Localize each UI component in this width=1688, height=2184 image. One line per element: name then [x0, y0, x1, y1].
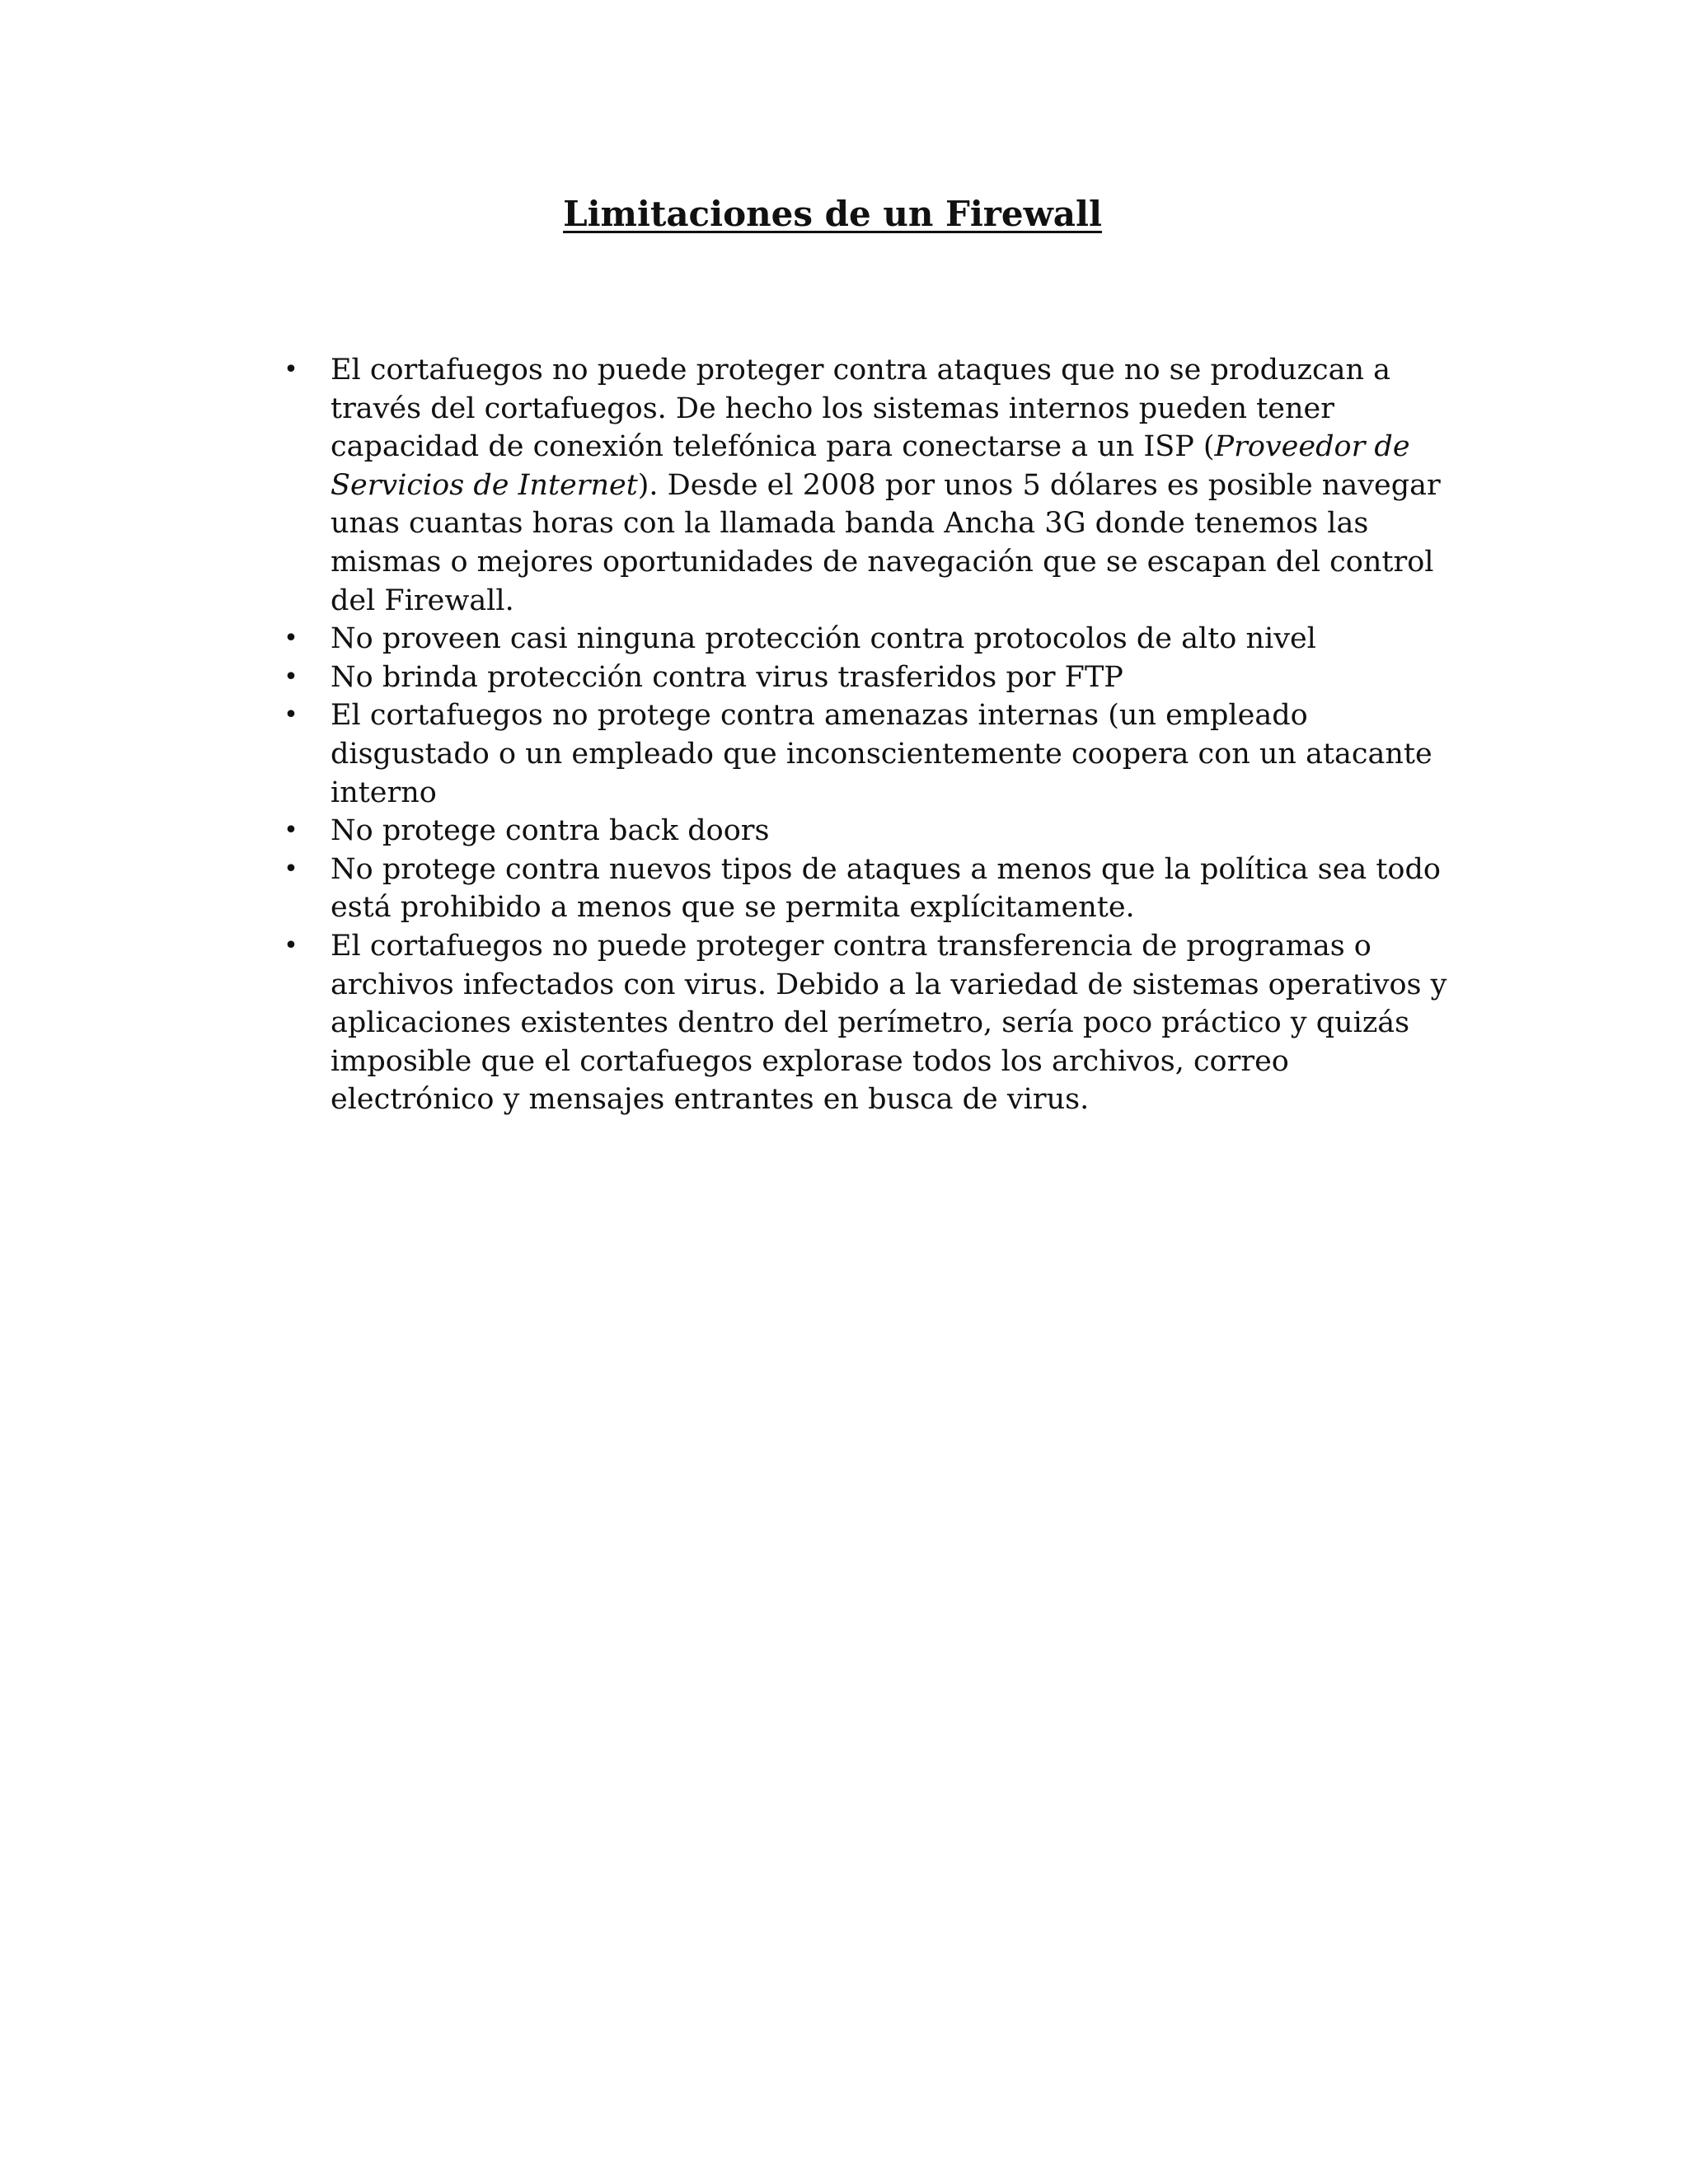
- document-body: [279, 351, 1449, 1119]
- list-item-text: [331, 661, 1123, 694]
- bullet-icon: •: [284, 701, 298, 730]
- list-item-text: [331, 699, 1432, 808]
- bullet-icon: •: [284, 816, 298, 846]
- italic-text: Proveedor de Servicios de Internet: [331, 430, 1410, 502]
- bullet-icon: •: [284, 624, 298, 654]
- list-item: [279, 851, 1449, 927]
- document-title: Limitaciones de un Firewall: [563, 194, 1102, 234]
- text-run: El cortafuegos no puede proteger contra ataques que no se produzcan a través del cortafuegos. De hecho los sistemas internos pueden tener capacidad de conexión telefónica para conectarse a un ISP (: [331, 354, 1391, 464]
- list-item-text: [331, 853, 1441, 925]
- list-item: [279, 658, 1449, 697]
- list-item: [279, 927, 1449, 1119]
- text-run: No protege contra nuevos tipos de ataques a menos que la política sea todo está prohibido a menos que se permita explícitamente.: [331, 852, 1441, 925]
- list-item: [279, 351, 1449, 620]
- list-item-text: [331, 814, 770, 847]
- list-item-text: [331, 930, 1447, 1116]
- bullet-icon: •: [284, 854, 298, 883]
- text-run: No protege contra back doors: [331, 814, 770, 848]
- bullet-icon: •: [284, 930, 298, 960]
- text-run: No proveen casi ninguna protección contra protocolos de alto nivel: [331, 622, 1316, 656]
- bullet-icon: •: [284, 662, 298, 691]
- text-run: El cortafuegos no puede proteger contra transferencia de programas o archivos infectados con virus. Debido a la variedad de sistemas operativos y aplicaciones existentes dentro del perímetro, sería poco práctico y quizás imposible que el cortafuegos explorase todos los archivos, correo electrónico y mensajes entrantes en busca de virus.: [331, 929, 1447, 1117]
- list-item: [279, 620, 1449, 658]
- list-item: [279, 696, 1449, 812]
- list-item-text: [331, 622, 1316, 655]
- list-item: [279, 812, 1449, 851]
- text-run: El cortafuegos no protege contra amenazas internas (un empleado disgustado o un empleado que inconscientemente coopera con un atacante interno: [331, 699, 1432, 809]
- list-item-text: [331, 354, 1441, 617]
- text-run: ). Desde el 2008 por unos 5 dólares es posible navegar unas cuantas horas con la llamada banda Ancha 3G donde tenemos las mismas o mejores oportunidades de navegación que se escapan del control del Firewall.: [331, 468, 1441, 617]
- text-run: No brinda protección contra virus trasferidos por FTP: [331, 660, 1123, 694]
- limitations-list: [279, 351, 1449, 1119]
- bullet-icon: •: [284, 355, 298, 384]
